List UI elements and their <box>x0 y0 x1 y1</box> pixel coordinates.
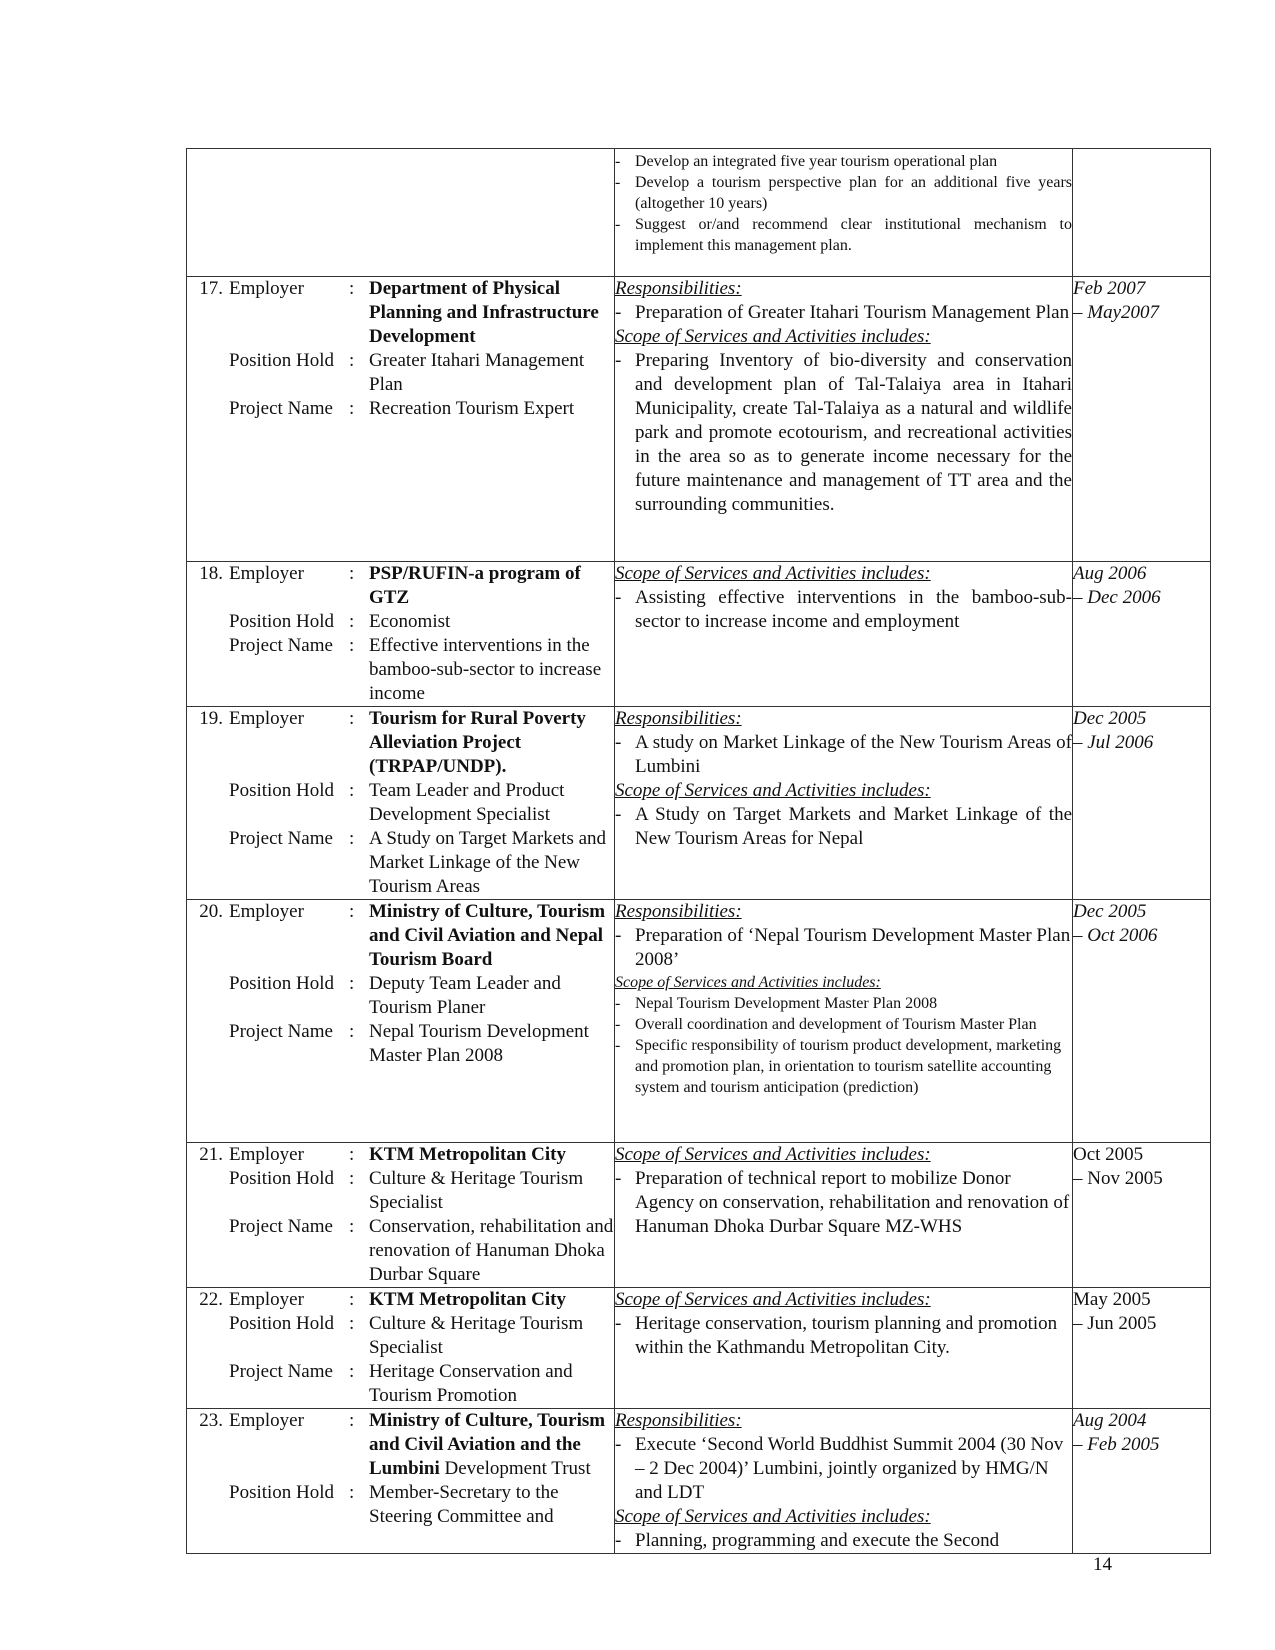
employer-label: Employer <box>229 1410 304 1431</box>
responsibilities-title: Responsibilities: <box>615 278 742 299</box>
continuation-left-cell <box>187 149 615 277</box>
bullet-item: - Suggest or/and recommend clear institutional mechanism to implement this management plan. <box>615 216 1072 254</box>
position-value: Economist <box>369 611 451 632</box>
date-from: Dec 2005 <box>1073 901 1147 922</box>
employer-value: Department of Physical Planning and Infrastructure Development <box>369 278 599 347</box>
entry-scope-cell <box>615 1143 1073 1288</box>
project-value: Nepal Tourism Development Master Plan 2008 <box>369 1021 589 1066</box>
responsibility-item: - A study on Market Linkage of the New Tourism Areas of Lumbini <box>615 732 1072 777</box>
scope-title: Scope of Services and Activities includes: <box>615 1144 931 1165</box>
entry-number: 17. <box>199 278 223 299</box>
entry-scope-cell <box>615 1409 1073 1554</box>
employer-value: PSP/RUFIN-a program of GTZ <box>369 563 581 608</box>
scope-item: - Nepal Tourism Development Master Plan 2008 <box>615 995 938 1012</box>
scope-title: Scope of Services and Activities includes: <box>615 1506 931 1527</box>
scope-title: Scope of Services and Activities includes: <box>615 326 931 347</box>
project-label: Project Name <box>229 828 333 849</box>
entry-row-21 <box>187 1143 1211 1288</box>
entry-details-cell: 19. Employer : Tourism for Rural Poverty Alleviation Project (TRPAP/UNDP). Position Hold : Team Leader and Product Development Specialist Project Name : A Study on Target Markets and Market Linkage of the New Tourism Areas <box>187 707 615 900</box>
date-from: Aug 2004 <box>1073 1410 1147 1431</box>
entry-date-cell <box>1073 707 1211 900</box>
entry-details-cell: 18. Employer : PSP/RUFIN-a program of GTZ Position Hold : Economist Project Name : Effective interventions in the bamboo-sub-sector to increase income <box>187 562 615 707</box>
scope-item: - Preparing Inventory of bio-diversity and conservation and development plan of Tal-Talaiya area in Itahari Municipality, create Tal-Talaiya as a natural and wildlife park and promote ecotourism, and recreational activities in the area so as to generate income necessary for the future maintenance and management of TT area and the surrounding communities. <box>615 350 1072 515</box>
date-from: Oct 2005 <box>1073 1144 1144 1165</box>
position-label: Position Hold <box>229 1482 335 1503</box>
employer-label: Employer <box>229 563 304 584</box>
entry-row-22 <box>187 1288 1211 1409</box>
entry-scope-cell <box>615 562 1073 707</box>
entry-details-cell: 22. Employer : KTM Metropolitan City Position Hold : Culture & Heritage Tourism Specialist Project Name : Heritage Conservation and Tourism Promotion <box>187 1288 615 1409</box>
employer-value: KTM Metropolitan City <box>369 1289 567 1310</box>
date-to: – Feb 2005 <box>1073 1434 1160 1455</box>
scope-title: Scope of Services and Activities includes: <box>615 974 881 991</box>
entry-row-20 <box>187 900 1211 1143</box>
project-value: Recreation Tourism Expert <box>369 398 575 419</box>
project-label: Project Name <box>229 1021 333 1042</box>
entry-date-cell <box>1073 1409 1211 1554</box>
date-to: – May2007 <box>1073 302 1160 323</box>
entry-scope-cell <box>615 707 1073 900</box>
project-value: Effective interventions in the bamboo-sub-sector to increase income <box>369 635 602 704</box>
employer-value: Tourism for Rural Poverty Alleviation Project (TRPAP/UNDP). <box>369 708 586 777</box>
entry-number: 19. <box>199 708 223 729</box>
project-value: Heritage Conservation and Tourism Promotion <box>369 1361 573 1406</box>
project-label: Project Name <box>229 1361 333 1382</box>
date-to: – Dec 2006 <box>1073 587 1161 608</box>
employer-label: Employer <box>229 1144 304 1165</box>
responsibilities-title: Responsibilities: <box>615 901 742 922</box>
employer-label: Employer <box>229 708 304 729</box>
project-value: A Study on Target Markets and Market Linkage of the New Tourism Areas <box>369 828 607 897</box>
date-to: – Jun 2005 <box>1073 1313 1157 1334</box>
scope-title: Scope of Services and Activities includes: <box>615 1289 931 1310</box>
position-label: Position Hold <box>229 780 335 801</box>
date-to: – Nov 2005 <box>1073 1168 1163 1189</box>
experience-table <box>186 148 1211 1554</box>
entry-scope-cell <box>615 1288 1073 1409</box>
entry-number: 23. <box>199 1410 223 1431</box>
position-value: Culture & Heritage Tourism Specialist <box>369 1168 584 1213</box>
date-to: – Jul 2006 <box>1073 732 1154 753</box>
entry-details-cell: 20. Employer : Ministry of Culture, Tourism and Civil Aviation and Nepal Tourism Board Position Hold : Deputy Team Leader and Tourism Planer Project Name : Nepal Tourism Development Master Plan 2008 <box>187 900 615 1143</box>
employer-value: KTM Metropolitan City <box>369 1144 567 1165</box>
continuation-row <box>187 149 1211 277</box>
scope-title: Scope of Services and Activities includes: <box>615 780 931 801</box>
responsibilities-title: Responsibilities: <box>615 708 742 729</box>
entry-number: 18. <box>199 563 223 584</box>
employer-name-bold: Ministry of Culture, Tourism and Civil Aviation and the Lumbini <box>369 1410 606 1479</box>
responsibility-item: - Execute ‘Second World Buddhist Summit 2004 (30 Nov – 2 Dec 2004)’ Lumbini, jointly organized by HMG/N and LDT <box>615 1434 1064 1503</box>
employer-value <box>369 1409 614 1481</box>
entry-row-18 <box>187 562 1211 707</box>
entry-date-cell <box>1073 900 1211 1143</box>
scope-item: - Assisting effective interventions in the bamboo-sub-sector to increase income and employment <box>615 587 1072 632</box>
employer-name-rest: Development Trust <box>444 1458 591 1479</box>
scope-item: - Planning, programming and execute the Second <box>615 1530 1000 1551</box>
position-value: Culture & Heritage Tourism Specialist <box>369 1313 584 1358</box>
scope-item: - Specific responsibility of tourism product development, marketing and promotion plan, in orientation to tourism satellite accounting system and tourism anticipation (prediction) <box>615 1037 1062 1096</box>
date-from: Feb 2007 <box>1073 278 1146 299</box>
scope-item: - Overall coordination and development of Tourism Master Plan <box>615 1016 1037 1033</box>
entry-date-cell <box>1073 1143 1211 1288</box>
entry-scope-cell <box>615 900 1073 1143</box>
entry-date-cell <box>1073 1288 1211 1409</box>
employer-label: Employer <box>229 1289 304 1310</box>
date-from: May 2005 <box>1073 1289 1151 1310</box>
entry-number: 22. <box>199 1289 223 1310</box>
employer-value: Ministry of Culture, Tourism and Civil Aviation and Nepal Tourism Board <box>369 901 606 970</box>
position-label: Position Hold <box>229 1168 335 1189</box>
position-value: Team Leader and Product Development Specialist <box>369 780 565 825</box>
entry-details-cell: 21. Employer : KTM Metropolitan City Position Hold : Culture & Heritage Tourism Specialist Project Name : Conservation, rehabilitation and renovation of Hanuman Dhoka Durbar Square <box>187 1143 615 1288</box>
entry-row-19 <box>187 707 1211 900</box>
entry-date-cell <box>1073 277 1211 562</box>
position-label: Position Hold <box>229 611 335 632</box>
entry-number: 20. <box>199 901 223 922</box>
employer-label: Employer <box>229 901 304 922</box>
position-value: Deputy Team Leader and Tourism Planer <box>369 973 561 1018</box>
project-value: Conservation, rehabilitation and renovation of Hanuman Dhoka Durbar Square <box>369 1216 614 1285</box>
position-value: Greater Itahari Management Plan <box>369 350 585 395</box>
bullet-item: - Develop a tourism perspective plan for an additional five years (altogether 10 years) <box>615 174 1072 212</box>
entry-details-cell: 17. Employer : Department of Physical Planning and Infrastructure Development Position Hold : Greater Itahari Management Plan Project Name : Recreation Tourism Expert <box>187 277 615 562</box>
project-label: Project Name <box>229 635 333 656</box>
position-label: Position Hold <box>229 973 335 994</box>
entry-number: 21. <box>199 1144 223 1165</box>
date-to: – Oct 2006 <box>1073 925 1158 946</box>
entry-scope-cell <box>615 277 1073 562</box>
position-label: Position Hold <box>229 1313 335 1334</box>
project-label: Project Name <box>229 398 333 419</box>
entry-row-23 <box>187 1409 1211 1554</box>
continuation-scope-cell <box>615 149 1073 277</box>
page-number: 14 <box>1093 1554 1112 1575</box>
scope-title: Scope of Services and Activities includes: <box>615 563 931 584</box>
responsibilities-title: Responsibilities: <box>615 1410 742 1431</box>
employer-label: Employer <box>229 278 304 299</box>
entry-details-cell: 23. Employer : Ministry of Culture, Tourism and Civil Aviation and the Lumbini Development Trust Position Hold : Member-Secretary to the Steering Committee and <box>187 1409 615 1554</box>
scope-item: - Heritage conservation, tourism planning and promotion within the Kathmandu Metropolitan City. <box>615 1313 1058 1358</box>
responsibility-item: - Preparation of ‘Nepal Tourism Development Master Plan 2008’ <box>615 925 1071 970</box>
continuation-date-cell <box>1073 149 1211 277</box>
date-from: Aug 2006 <box>1073 563 1147 584</box>
entry-row-17 <box>187 277 1211 562</box>
entry-date-cell <box>1073 562 1211 707</box>
scope-item: - A Study on Target Markets and Market Linkage of the New Tourism Areas for Nepal <box>615 804 1072 849</box>
date-from: Dec 2005 <box>1073 708 1147 729</box>
project-label: Project Name <box>229 1216 333 1237</box>
responsibility-item: - Preparation of Greater Itahari Tourism Management Plan <box>615 302 1070 323</box>
scope-item: - Preparation of technical report to mobilize Donor Agency on conservation, rehabilitation and renovation of Hanuman Dhoka Durbar Square MZ-WHS <box>615 1168 1070 1237</box>
position-label: Position Hold <box>229 350 335 371</box>
position-value: Member-Secretary to the Steering Committee and <box>369 1482 559 1527</box>
bullet-item: - Develop an integrated five year tourism operational plan <box>615 153 998 170</box>
